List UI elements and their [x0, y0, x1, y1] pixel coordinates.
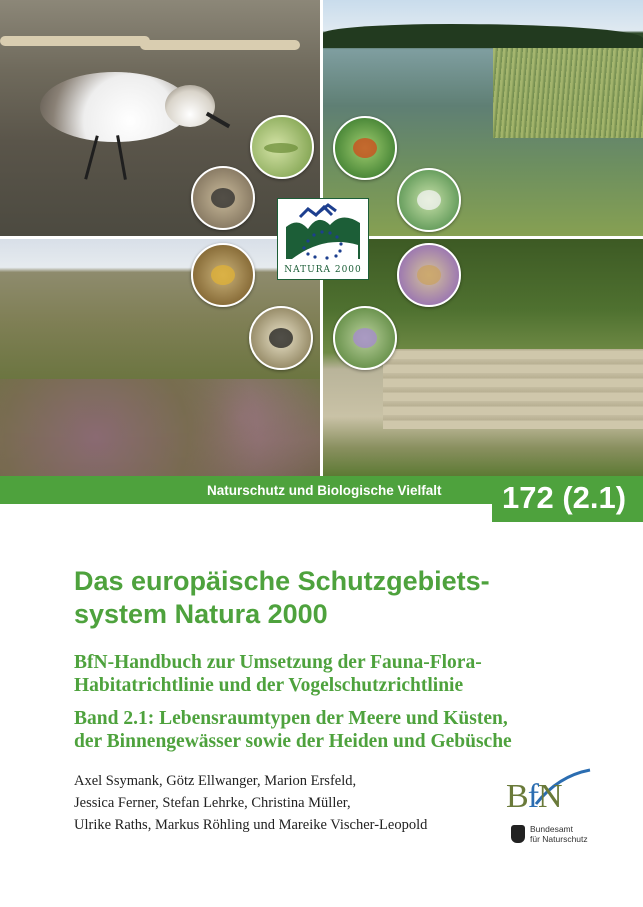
bfn-caption-line: für Naturschutz [530, 834, 588, 844]
series-title: Naturschutz und Biologische Vielfalt [207, 483, 442, 498]
series-number: 172 (2.1) [502, 480, 627, 515]
bfn-publisher-logo [506, 768, 596, 848]
circle-photo-grasshopper [250, 115, 314, 179]
handbook-subtitle [74, 651, 482, 697]
bfn-caption-line: Bundesamt [530, 824, 573, 834]
author-list [74, 770, 427, 836]
volume-subtitle-line: Band 2.1: Lebensraumtypen der Meere und Küsten, [74, 708, 508, 729]
book-title [74, 565, 490, 631]
federal-eagle-icon [511, 825, 525, 843]
natura-logo-text: NATURA 2000 [284, 265, 362, 275]
driftwood [140, 40, 300, 50]
book-title-line: Das europäische Schutzgebiets- [74, 566, 490, 596]
treeline [323, 24, 643, 48]
natura-2000-logo [277, 198, 369, 280]
circle-photo-fly-on-leaf [333, 116, 397, 180]
bfn-letter-f: f [527, 778, 539, 815]
bfn-caption [530, 824, 588, 844]
circle-photo-wasp [249, 306, 313, 370]
sandpiper-head [165, 85, 215, 127]
reeds [493, 48, 643, 138]
circle-photo-thistle-flower [333, 306, 397, 370]
volume-subtitle [74, 707, 512, 753]
natura-2000-emblem-icon [278, 199, 368, 261]
bfn-letter-n: N [538, 778, 562, 815]
circle-photo-hoverfly [191, 243, 255, 307]
heather [0, 379, 320, 476]
book-title-line: system Natura 2000 [74, 599, 328, 629]
circle-photo-white-flower [397, 168, 461, 232]
handbook-subtitle-line: BfN-Handbuch zur Umsetzung der Fauna-Flora- [74, 652, 482, 673]
sandpiper-beak [206, 112, 231, 128]
handbook-subtitle-line: Habitatrichtlinie und der Vogelschutzrichtlinie [74, 675, 464, 696]
volume-subtitle-line: der Binnengewässer sowie der Heiden und Gebüsche [74, 731, 512, 752]
circle-photo-butterfly [397, 243, 461, 307]
bfn-letter-b: B [506, 778, 528, 815]
author-line: Ulrike Raths, Markus Röhling und Mareike Vischer-Leopold [74, 817, 428, 833]
sandpiper-leg [84, 135, 99, 179]
driftwood [0, 36, 150, 46]
author-line: Jessica Ferner, Stefan Lehrke, Christina Müller, [74, 795, 351, 811]
bfn-logo-letters [506, 778, 562, 816]
circle-photo-beetle [191, 166, 255, 230]
author-line: Axel Ssymank, Götz Ellwanger, Marion Ersfeld, [74, 773, 357, 789]
cliff-rock [383, 349, 643, 429]
